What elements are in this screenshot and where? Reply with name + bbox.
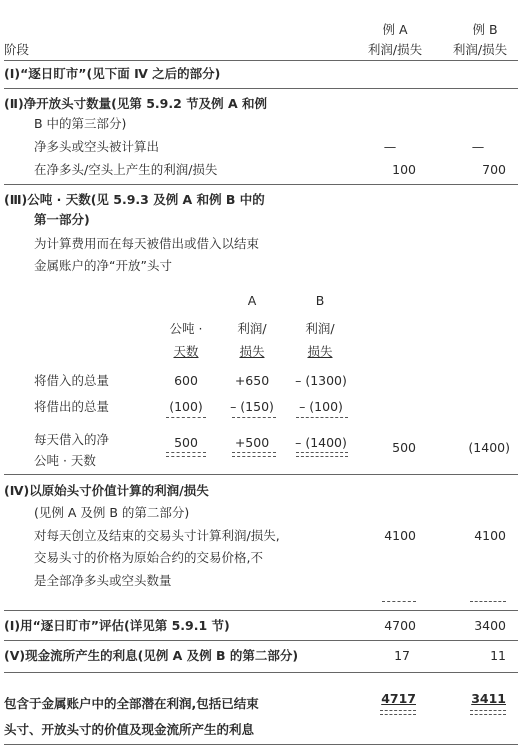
section-2-line-1: 净多头或空头被计算出: [34, 139, 160, 154]
section-6-value-a: 17: [394, 648, 410, 663]
subtable-row-label: 将借出的总量: [34, 399, 110, 414]
subtable-row-label: 将借入的总量: [34, 373, 110, 388]
header-rule: [4, 60, 518, 61]
section-2-line-2: 在净多头/空头上产生的利润/损失: [34, 162, 218, 177]
section-3-label-cont: 第一部分): [34, 212, 90, 227]
section-rule: [4, 610, 518, 611]
section-rule: [4, 474, 518, 475]
subtable-head-b: B: [315, 293, 325, 308]
section-2-label: (Ⅱ)净开放头寸数量(见第 5.9.2 节及例 A 和例: [4, 96, 268, 111]
total-double-rule: [166, 452, 206, 457]
subtable-total-cell: – (1400): [295, 435, 347, 450]
subtotal-rule: [166, 417, 206, 418]
section-4-label: (Ⅳ)以原始头寸价值计算的利润/损失: [4, 483, 209, 498]
section-3-label: (Ⅲ)公吨 · 天数(见 5.9.3 及例 A 和例 B 中的: [4, 192, 265, 207]
section-5-value-b: 3400: [474, 618, 506, 633]
total-double-rule: [232, 452, 276, 457]
subtable-col3-h2: 损失: [307, 344, 333, 359]
section-3-line-2: 金属账户的净“开放”头寸: [34, 258, 172, 273]
section-6-value-b: 11: [490, 648, 506, 663]
subtable-total-label: 每天借入的净: [34, 432, 110, 447]
sum-rule: [382, 601, 416, 602]
section-4-line-4: 是全部净多头或空头数量: [34, 573, 172, 588]
section-4-line-1: (见例 A 及例 B 的第二部分): [34, 505, 190, 520]
subtable-cell: 600: [174, 373, 198, 388]
subtable-head-a: A: [247, 293, 257, 308]
subtable-col3-h1: 利润/: [305, 321, 335, 336]
total-label-cont: 头寸、开放头寸的价值及现金流所产生的利息: [4, 722, 255, 737]
grand-total-double-rule: [380, 710, 416, 715]
section-rule: [4, 88, 518, 89]
total-label: 包含于金属账户中的全部潜在利润,包括已结束: [4, 696, 259, 711]
subtable-col1-h2: 天数: [173, 344, 199, 359]
stage-heading: 阶段: [4, 42, 30, 57]
grand-total-a: 4717: [381, 691, 416, 706]
subtotal-rule: [232, 417, 276, 418]
subtable-cell: (100): [169, 399, 203, 414]
subtable-cell: – (100): [299, 399, 343, 414]
col-b-subtitle: 利润/损失: [452, 42, 508, 57]
subtable-cell: – (150): [230, 399, 274, 414]
bottom-rule: [4, 744, 518, 745]
subtable-cell: +650: [234, 373, 270, 388]
subtable-total-cell: +500: [234, 435, 270, 450]
section-2-value-a: 100: [392, 162, 416, 177]
subtable-col2-h1: 利润/: [237, 321, 267, 336]
sum-rule: [470, 601, 506, 602]
section-3-value-b: (1400): [468, 440, 510, 455]
section-5-label: (Ⅰ)用“逐日盯市”评估(详见第 5.9.1 节): [4, 618, 230, 633]
section-5-value-a: 4700: [384, 618, 416, 633]
section-4-line-3: 交易头寸的价格为原始合约的交易价格,不: [34, 550, 263, 565]
section-rule: [4, 640, 518, 641]
section-rule: [4, 672, 518, 673]
subtable-total-label-cont: 公吨 · 天数: [34, 453, 96, 468]
section-4-value-b: 4100: [474, 528, 506, 543]
section-rule: [4, 184, 518, 185]
col-a-subtitle: 利润/损失: [367, 42, 423, 57]
subtotal-rule: [296, 417, 348, 418]
grand-total-double-rule: [470, 710, 506, 715]
section-1-label: (Ⅰ)“逐日盯市”(见下面 Ⅳ 之后的部分): [4, 66, 221, 81]
subtable-cell: – (1300): [295, 373, 347, 388]
section-2-label-cont: B 中的第三部分): [34, 116, 127, 131]
section-6-label: (Ⅴ)现金流所产生的利息(见例 A 及例 B 的第二部分): [4, 648, 299, 663]
section-3-line-1: 为计算费用而在每天被借出或借入以结束: [34, 236, 260, 251]
section-4-value-a: 4100: [384, 528, 416, 543]
subtable-total-cell: 500: [174, 435, 198, 450]
section-2-value-b: 700: [482, 162, 506, 177]
section-3-value-a: 500: [392, 440, 416, 455]
section-2-dash-b: —: [471, 139, 485, 154]
section-4-line-2: 对每天创立及结束的交易头寸计算利润/损失,: [34, 528, 280, 543]
subtable-col1-h1: 公吨 ·: [169, 321, 203, 336]
subtable-col2-h2: 损失: [239, 344, 265, 359]
col-a-title: 例 A: [382, 22, 408, 37]
section-2-dash-a: —: [383, 139, 397, 154]
col-b-title: 例 B: [472, 22, 498, 37]
grand-total-b: 3411: [471, 691, 506, 706]
